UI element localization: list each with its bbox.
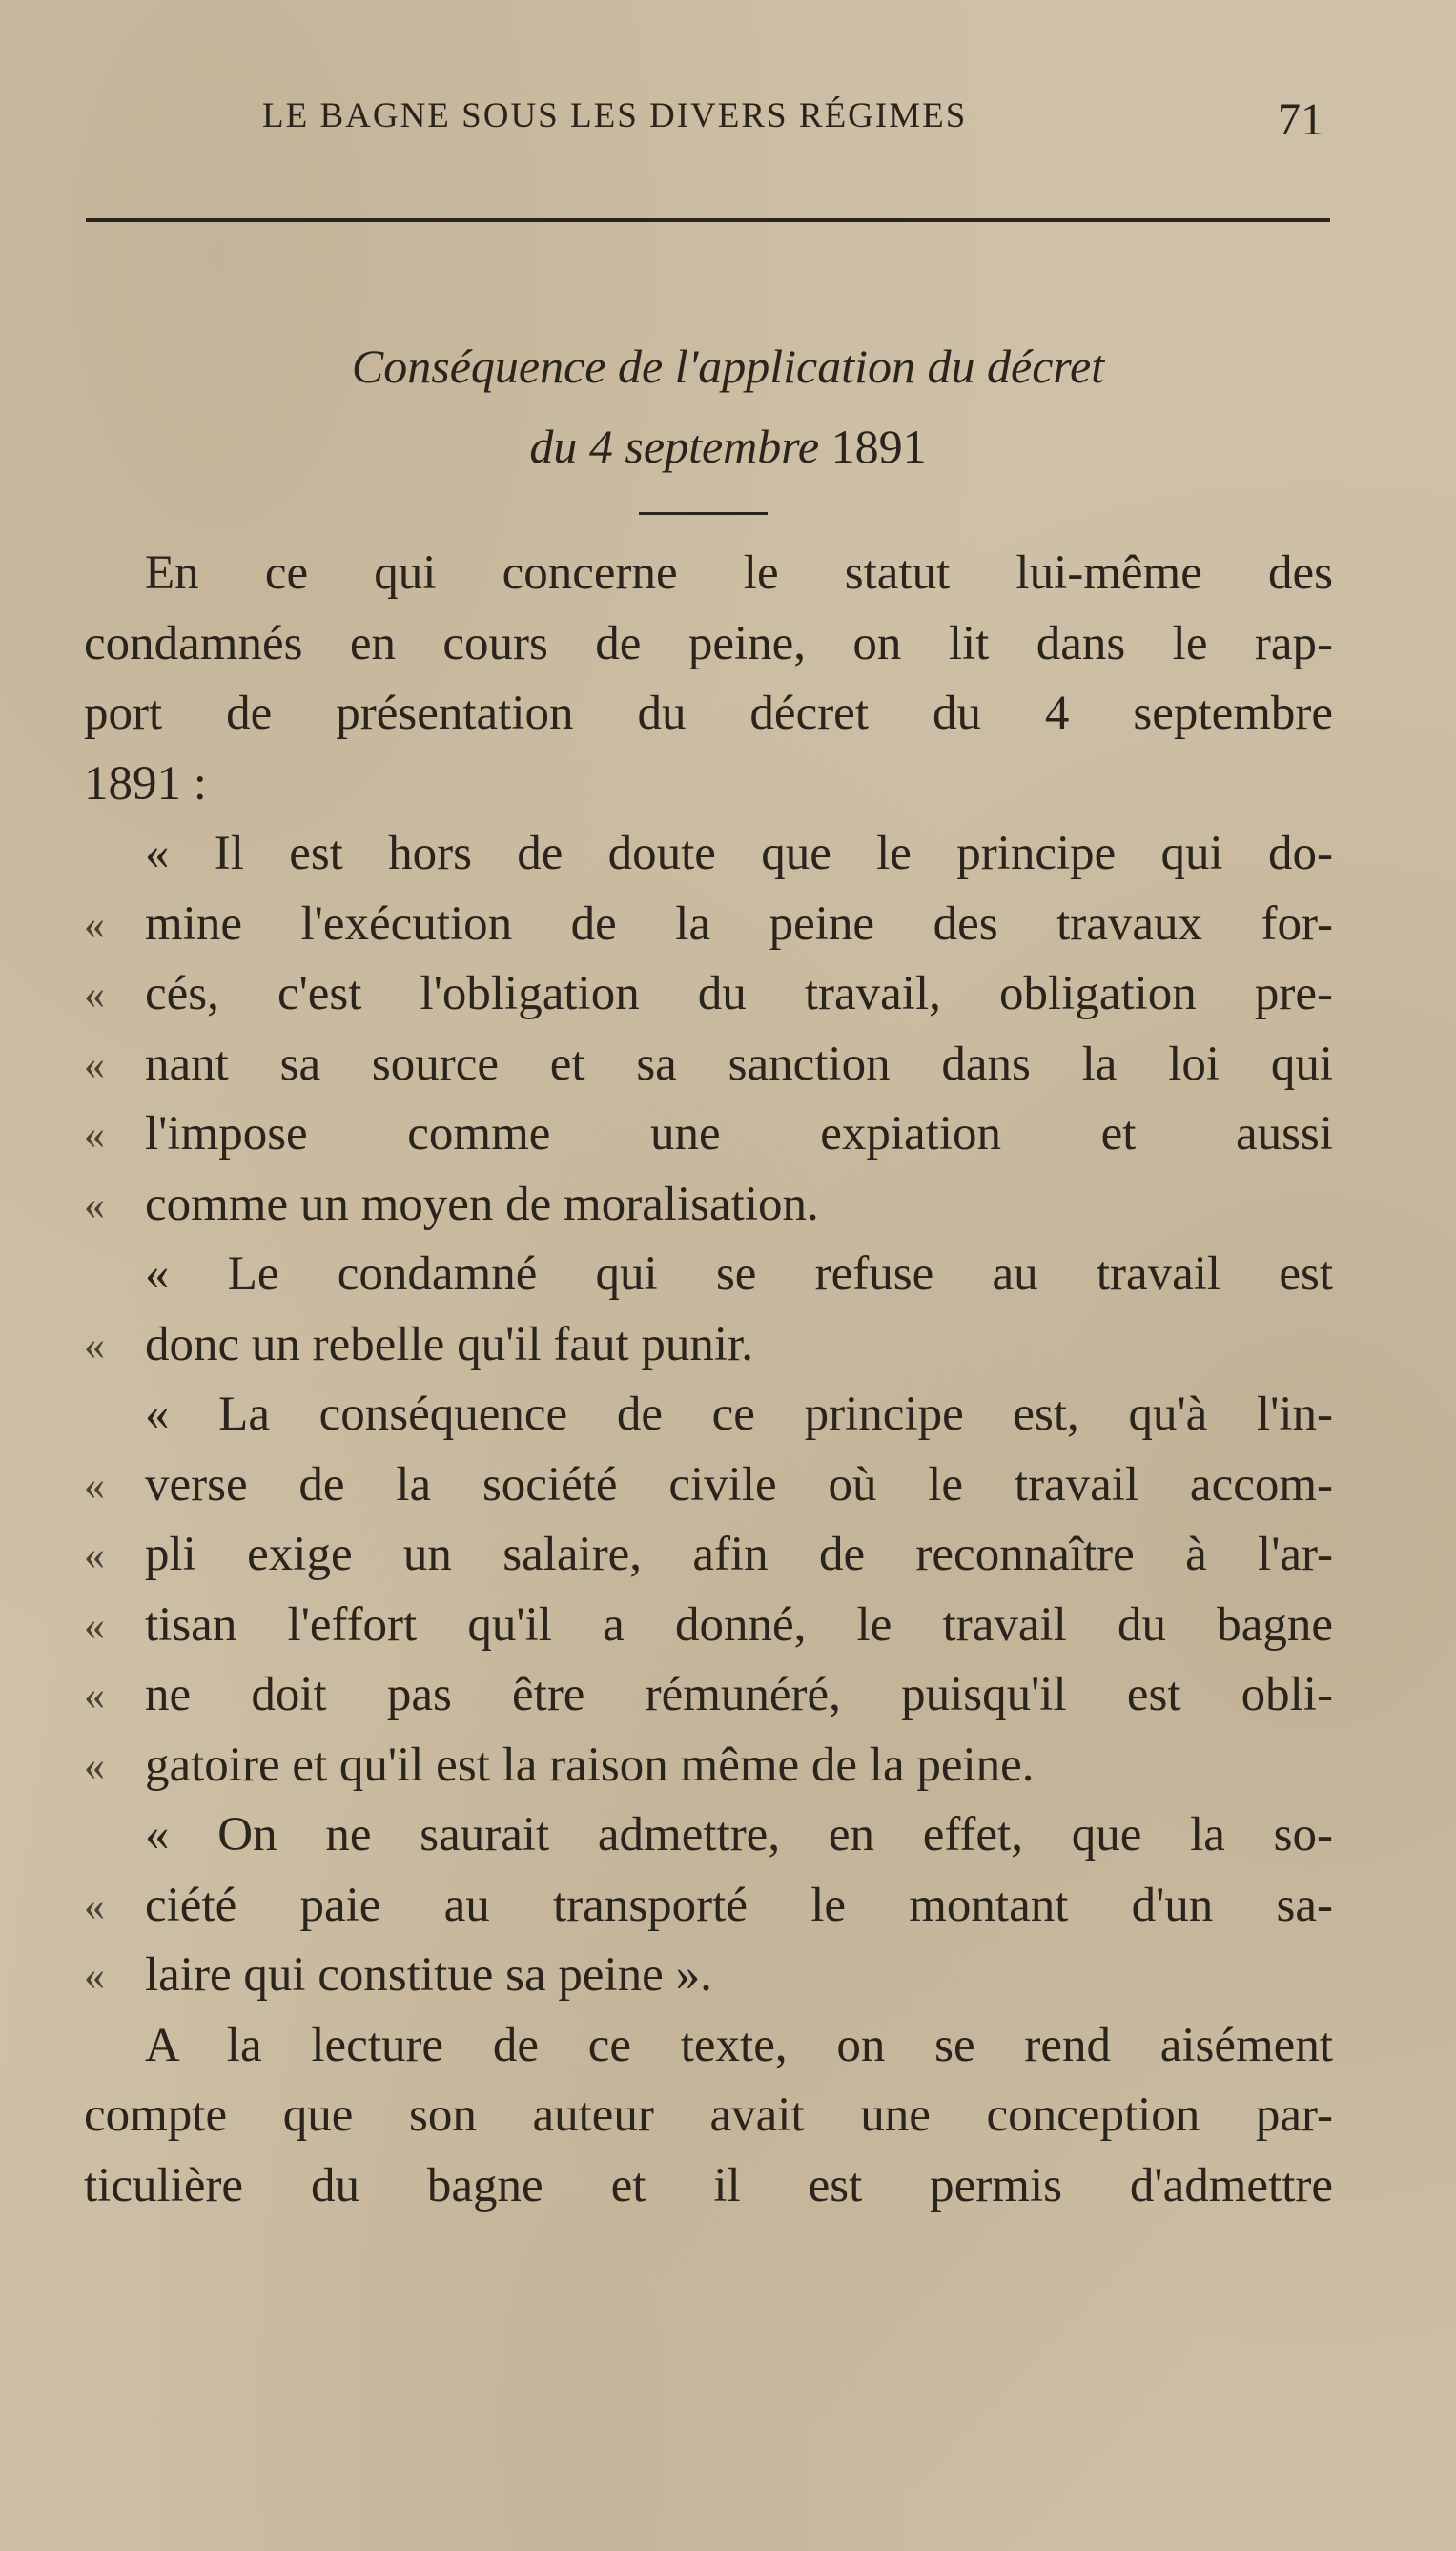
quote-line: « nant sa source et sa sanction dans la loi qui — [84, 1037, 1333, 1091]
quote-line: « pli exige un salaire, afin de reconnaître à l'ar- — [84, 1528, 1333, 1581]
quote-line: « ciété paie au transporté le montant d'un sa- — [84, 1878, 1333, 1932]
running-head: LE BAGNE SOUS LES DIVERS RÉGIMES — [262, 96, 968, 135]
section-title-year: 1891 — [831, 420, 927, 473]
quote-line: « tisan l'effort qu'il a donné, le travail du bagne — [84, 1597, 1333, 1652]
text-line: 1891 : — [84, 756, 207, 811]
body-text — [84, 539, 1333, 2221]
text-line: condamnés en cours de peine, on lit dans le rap- — [84, 616, 1333, 670]
quote-line: « On ne saurait admettre, en effet, que la so- — [145, 1808, 1333, 1862]
quote-line: « cés, c'est l'obligation du travail, obligation pre- — [84, 967, 1333, 1020]
section-title-line-1: Conséquence de l'application du décret — [351, 339, 1105, 393]
section-title-date: du 4 septembre — [529, 420, 820, 473]
quote-line: « l'impose comme une expiation et aussi — [84, 1107, 1333, 1161]
text-line: A la lecture de ce texte, on se rend aisément — [145, 2018, 1333, 2072]
quote-line: « Le condamné qui se refuse au travail est — [145, 1247, 1333, 1301]
quote-line: « Il est hors de doute que le principe qui do- — [145, 827, 1333, 880]
title-rule — [639, 512, 768, 515]
text-line: port de présentation du décret du 4 septembre — [84, 687, 1333, 740]
page-number: 71 — [1278, 94, 1323, 145]
quote-line: « donc un rebelle qu'il faut punir. — [84, 1317, 754, 1371]
text-line: compte que son auteur avait une conception par- — [84, 2088, 1333, 2142]
header-rule — [86, 218, 1330, 222]
quote-line: « laire qui constitue sa peine ». — [84, 1948, 712, 2002]
quote-line: « comme un moyen de moralisation. — [84, 1177, 819, 1231]
section-title-line-2 — [0, 412, 1456, 481]
quote-line: « La conséquence de ce principe est, qu'à l'in- — [145, 1388, 1333, 1441]
quote-line: « ne doit pas être rémunéré, puisqu'il est obli- — [84, 1668, 1333, 1721]
quote-line: « mine l'exécution de la peine des travaux for- — [84, 896, 1333, 951]
text-line: En ce qui concerne le statut lui-même des — [145, 546, 1333, 600]
quote-line: « verse de la société civile où le travail accom- — [84, 1457, 1333, 1512]
quote-line: « gatoire et qu'il est la raison même de la peine. — [84, 1738, 1035, 1792]
text-line: ticulière du bagne et il est permis d'admettre — [84, 2158, 1333, 2212]
